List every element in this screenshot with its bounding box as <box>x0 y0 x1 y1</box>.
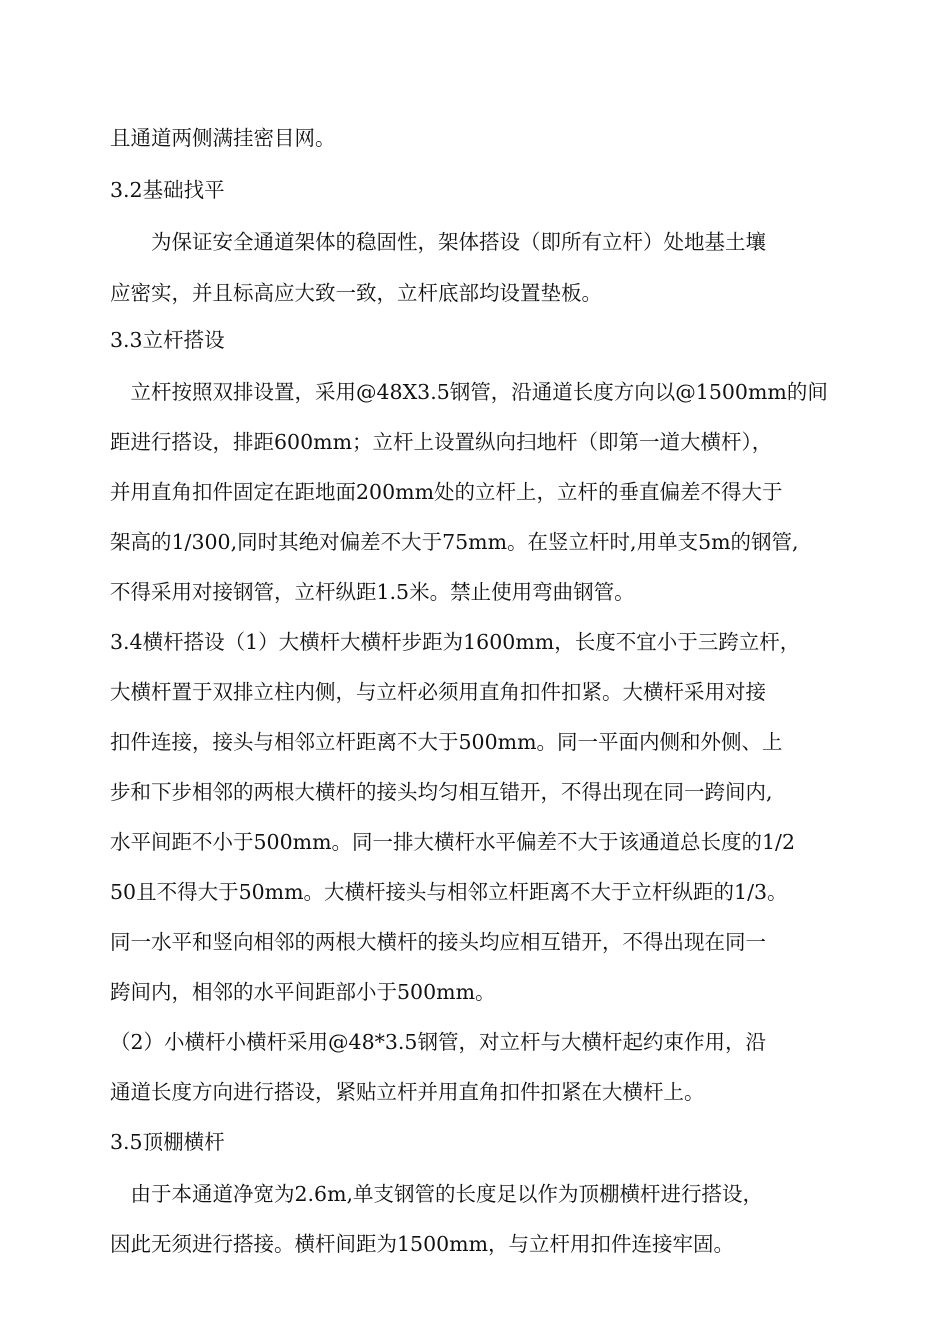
paragraph-line: （2）小横杆小横杆采用@48*3.5钢管，对立杆与大横杆起约束作用，沿 <box>110 1030 766 1054</box>
paragraph-line: 为保证安全通道架体的稳固性，架体搭设（即所有立杆）处地基土壤 <box>110 230 766 254</box>
paragraph-line: 同一水平和竖向相邻的两根大横杆的接头均应相互错开，不得出现在同一 <box>110 930 766 954</box>
paragraph-line: 扣件连接，接头与相邻立杆距离不大于500mm。同一平面内侧和外侧、上 <box>110 730 783 754</box>
paragraph-line: 大横杆置于双排立柱内侧，与立杆必须用直角扣件扣紧。大横杆采用对接 <box>110 680 766 704</box>
paragraph-line: 应密实，并且标高应大致一致，立杆底部均设置垫板。 <box>110 281 602 305</box>
section-heading: 3.2基础找平 <box>110 178 225 202</box>
section-heading: 3.3立杆搭设 <box>110 328 225 352</box>
paragraph-line: 立杆按照双排设置，采用@48X3.5钢管，沿通道长度方向以@1500mm的间 <box>110 380 828 404</box>
section-heading: 3.5顶棚横杆 <box>110 1130 225 1154</box>
paragraph-line: 通道长度方向进行搭设，紧贴立杆并用直角扣件扣紧在大横杆上。 <box>110 1080 705 1104</box>
paragraph-line: 架高的1/300,同时其绝对偏差不大于75mm。在竖立杆时,用单支5m的钢管, <box>110 530 799 554</box>
paragraph-line: 距进行搭设，排距600mm；立杆上设置纵向扫地杆（即第一道大横杆）， <box>110 430 773 454</box>
paragraph-line: 且通道两侧满挂密目网。 <box>110 126 336 150</box>
paragraph-line: 水平间距不小于500mm。同一排大横杆水平偏差不大于该通道总长度的1/2 <box>110 830 795 854</box>
paragraph-line: 并用直角扣件固定在距地面200mm处的立杆上，立杆的垂直偏差不得大于 <box>110 480 783 504</box>
paragraph-line: 跨间内，相邻的水平间距部小于500mm。 <box>110 980 496 1004</box>
paragraph-line: 不得采用对接钢管，立杆纵距1.5米。禁止使用弯曲钢管。 <box>110 580 635 604</box>
paragraph-line: 50且不得大于50mm。大横杆接头与相邻立杆距离不大于立杆纵距的1/3。 <box>110 880 788 904</box>
paragraph-line: 由于本通道净宽为2.6m,单支钢管的长度足以作为顶棚横杆进行搭设， <box>110 1182 764 1206</box>
section-heading: 3.4横杆搭设（1）大横杆大横杆步距为1600mm，长度不宜小于三跨立杆， <box>110 630 801 654</box>
paragraph-line: 因此无须进行搭接。横杆间距为1500mm，与立杆用扣件连接牢固。 <box>110 1232 735 1256</box>
paragraph-line: 步和下步相邻的两根大横杆的接头均匀相互错开，不得出现在同一跨间内, <box>110 780 773 804</box>
